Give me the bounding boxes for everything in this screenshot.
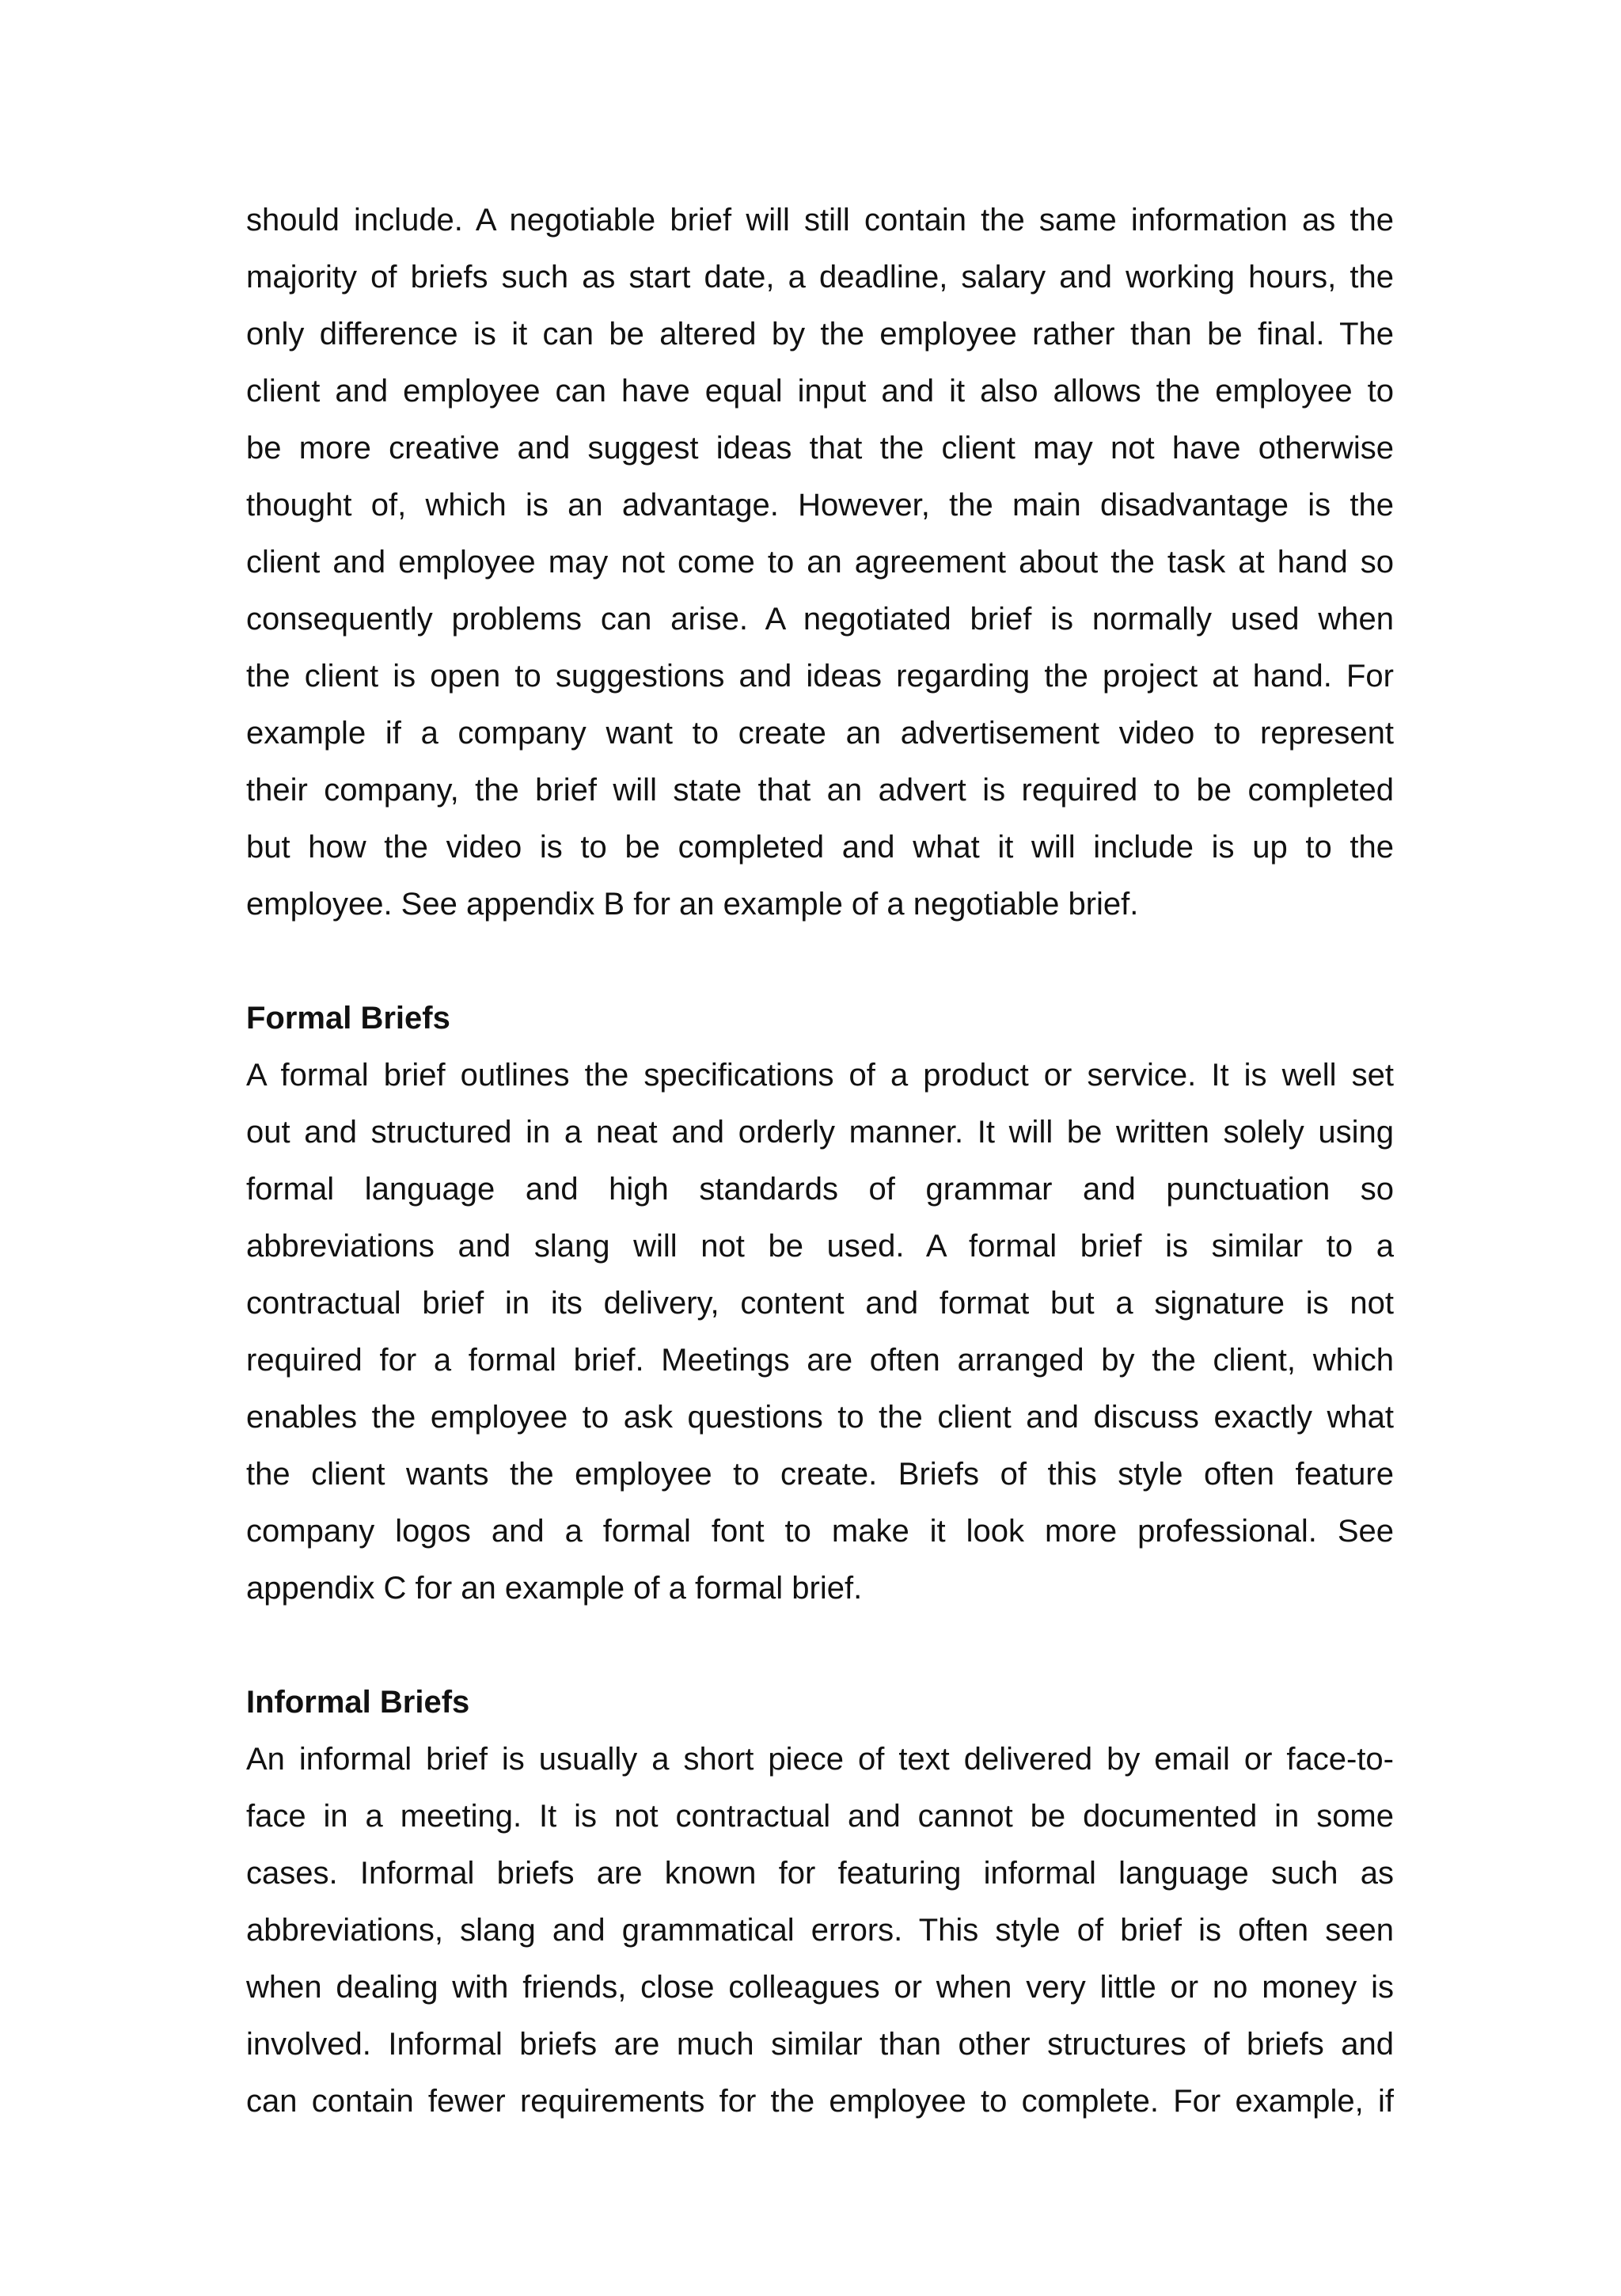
text-line: face in a meeting. It is not contractual and cannot be documented in some [246,1799,1394,1834]
text-line: consequently problems can arise. A negotiated brief is normally used when [246,602,1394,637]
text-line: A formal brief outlines the specifications of a product or service. It is well set [246,1058,1394,1093]
text-line: their company, the brief will state that an advert is required to be completed [246,773,1394,808]
text-line: when dealing with friends, close colleagues or when very little or no money is [246,1970,1394,2005]
text-line: example if a company want to create an advertisement video to represent [246,716,1394,751]
section-formal-briefs [246,990,1394,1617]
document-body [246,192,1394,2130]
paragraph-negotiable-briefs [246,192,1394,933]
text-line: enables the employee to ask questions to the client and discuss exactly what [246,1400,1394,1435]
text-line: formal language and high standards of grammar and punctuation so [246,1172,1394,1207]
text-line: the client wants the employee to create. Briefs of this style often feature [246,1457,1394,1492]
text-line: client and employee may not come to an agreement about the task at hand so [246,545,1394,580]
text-line: cases. Informal briefs are known for featuring informal language such as [246,1856,1394,1891]
text-line: majority of briefs such as start date, a deadline, salary and working hours, the [246,260,1394,295]
section-informal-briefs [246,1674,1394,2130]
text-line: be more creative and suggest ideas that the client may not have otherwise [246,431,1394,466]
text-line: can contain fewer requirements for the employee to complete. For example, if [246,2084,1394,2119]
text-line: abbreviations and slang will not be used. A formal brief is similar to a [246,1229,1394,1264]
text-line: required for a formal brief. Meetings are often arranged by the client, which [246,1343,1394,1378]
text-line: involved. Informal briefs are much similar than other structures of briefs and [246,2027,1394,2062]
text-line: appendix C for an example of a formal brief. [246,1571,863,1606]
text-line: thought of, which is an advantage. However, the main disadvantage is the [246,488,1394,523]
text-line: out and structured in a neat and orderly manner. It will be written solely using [246,1115,1394,1150]
text-line: An informal brief is usually a short piece of text delivered by email or face-to- [246,1742,1394,1777]
text-line: employee. See appendix B for an example of a negotiable brief. [246,887,1139,922]
text-line: company logos and a formal font to make it look more professional. See [246,1514,1394,1549]
text-line: but how the video is to be completed and what it will include is up to the [246,830,1394,865]
paragraph-gap [246,933,1394,990]
text-line: abbreviations, slang and grammatical errors. This style of brief is often seen [246,1913,1394,1948]
section-heading: Informal Briefs [246,1685,470,1720]
paragraph-gap [246,1617,1394,1674]
text-line: contractual brief in its delivery, content and format but a signature is not [246,1286,1394,1321]
text-line: should include. A negotiable brief will still contain the same information as the [246,203,1394,238]
text-line: client and employee can have equal input and it also allows the employee to [246,374,1394,409]
text-line: the client is open to suggestions and ideas regarding the project at hand. For [246,659,1394,694]
text-line: only difference is it can be altered by the employee rather than be final. The [246,317,1394,352]
section-heading: Formal Briefs [246,1001,450,1036]
